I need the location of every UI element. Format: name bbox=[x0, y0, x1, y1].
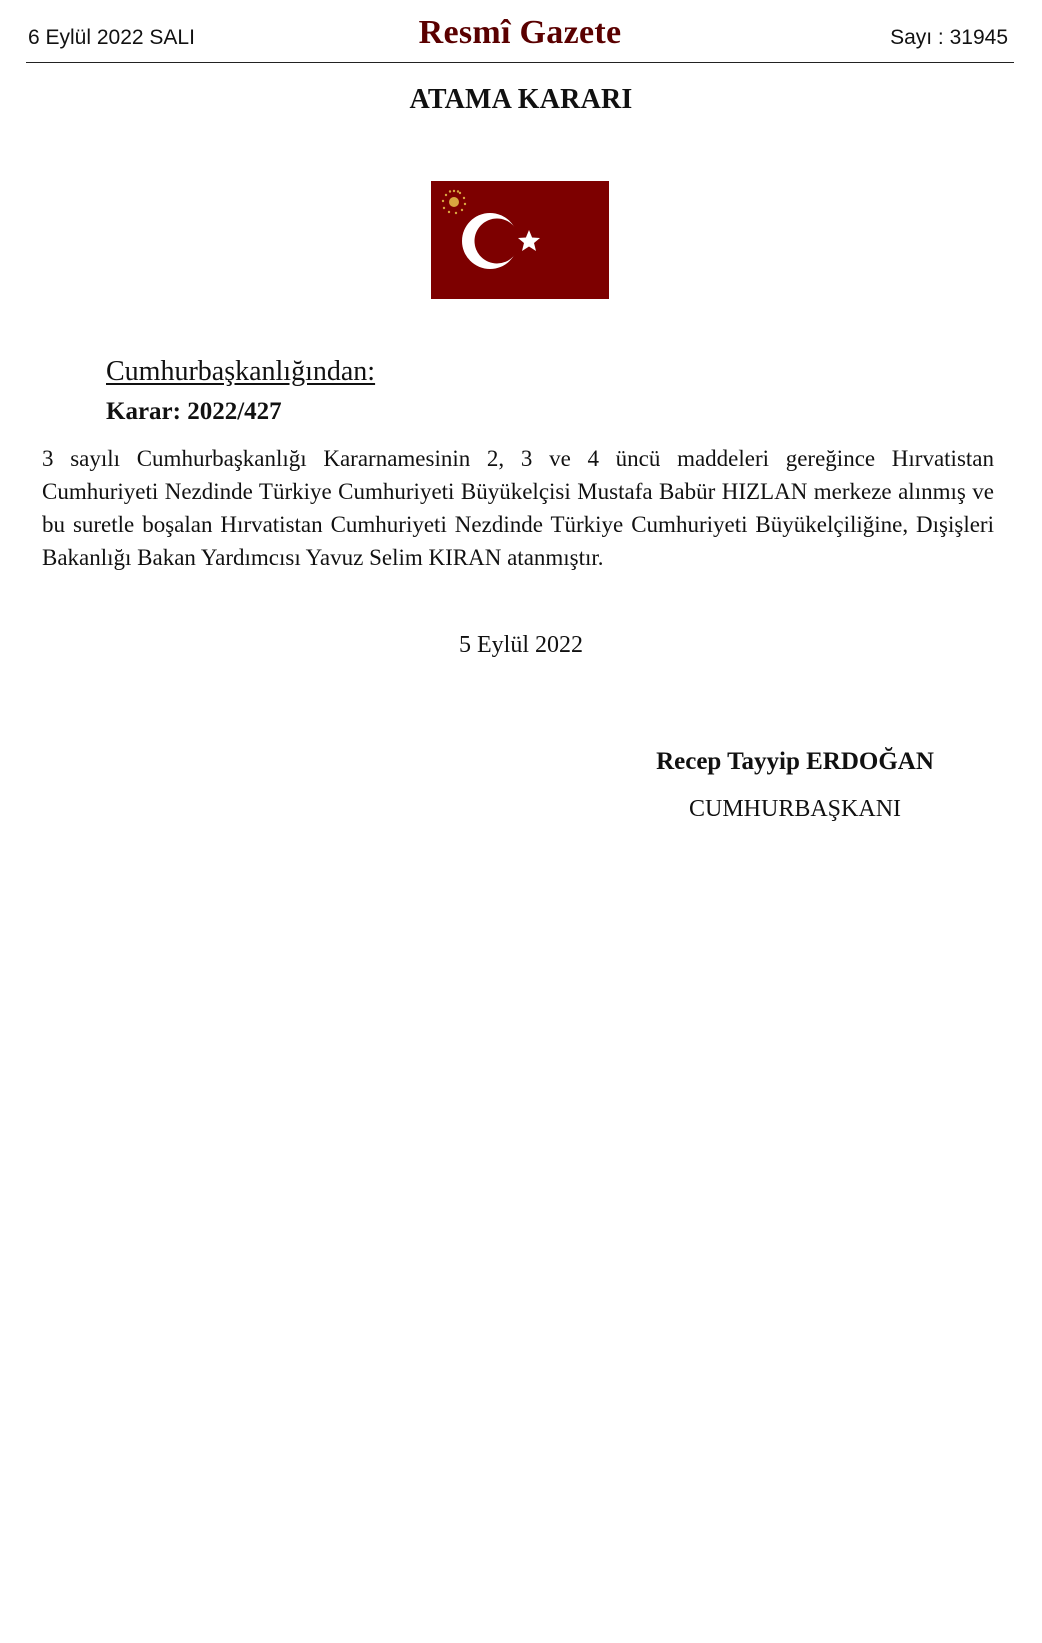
decision-number: Karar: 2022/427 bbox=[106, 398, 282, 425]
publication-title: Resmî Gazete bbox=[418, 14, 622, 51]
masthead bbox=[26, 14, 1014, 62]
publication-date: 6 Eylül 2022 SALI bbox=[28, 26, 195, 49]
masthead-divider bbox=[26, 62, 1014, 63]
presidential-flag-icon bbox=[431, 181, 609, 299]
signing-date: 5 Eylül 2022 bbox=[459, 632, 583, 658]
signatory-title: CUMHURBAŞKANI bbox=[688, 796, 902, 822]
issue-number: Sayı : 31945 bbox=[890, 26, 1008, 49]
issuing-authority: Cumhurbaşkanlığından: bbox=[106, 356, 376, 387]
decision-text: 3 sayılı Cumhurbaşkanlığı Kararnamesinin 2, 3 ve 4 üncü maddeleri gereğince Hırvatistan Cumhuriyeti Nezdinde Türkiye Cumhuriyeti Büyükelçisi Mustafa Babür HIZLAN merkeze alınmış ve bu suretle boşalan Hırvatistan Cumhuriyeti Nezdinde Türkiye Cumhuriyeti Büyükelçiliğine, Dışişleri Bakanlığı Bakan Yardımcısı Yavuz Selim KIRAN atanmıştır. bbox=[42, 446, 994, 570]
document-title: ATAMA KARARI bbox=[409, 84, 633, 115]
signatory-name: Recep Tayyip ERDOĞAN bbox=[656, 748, 934, 775]
